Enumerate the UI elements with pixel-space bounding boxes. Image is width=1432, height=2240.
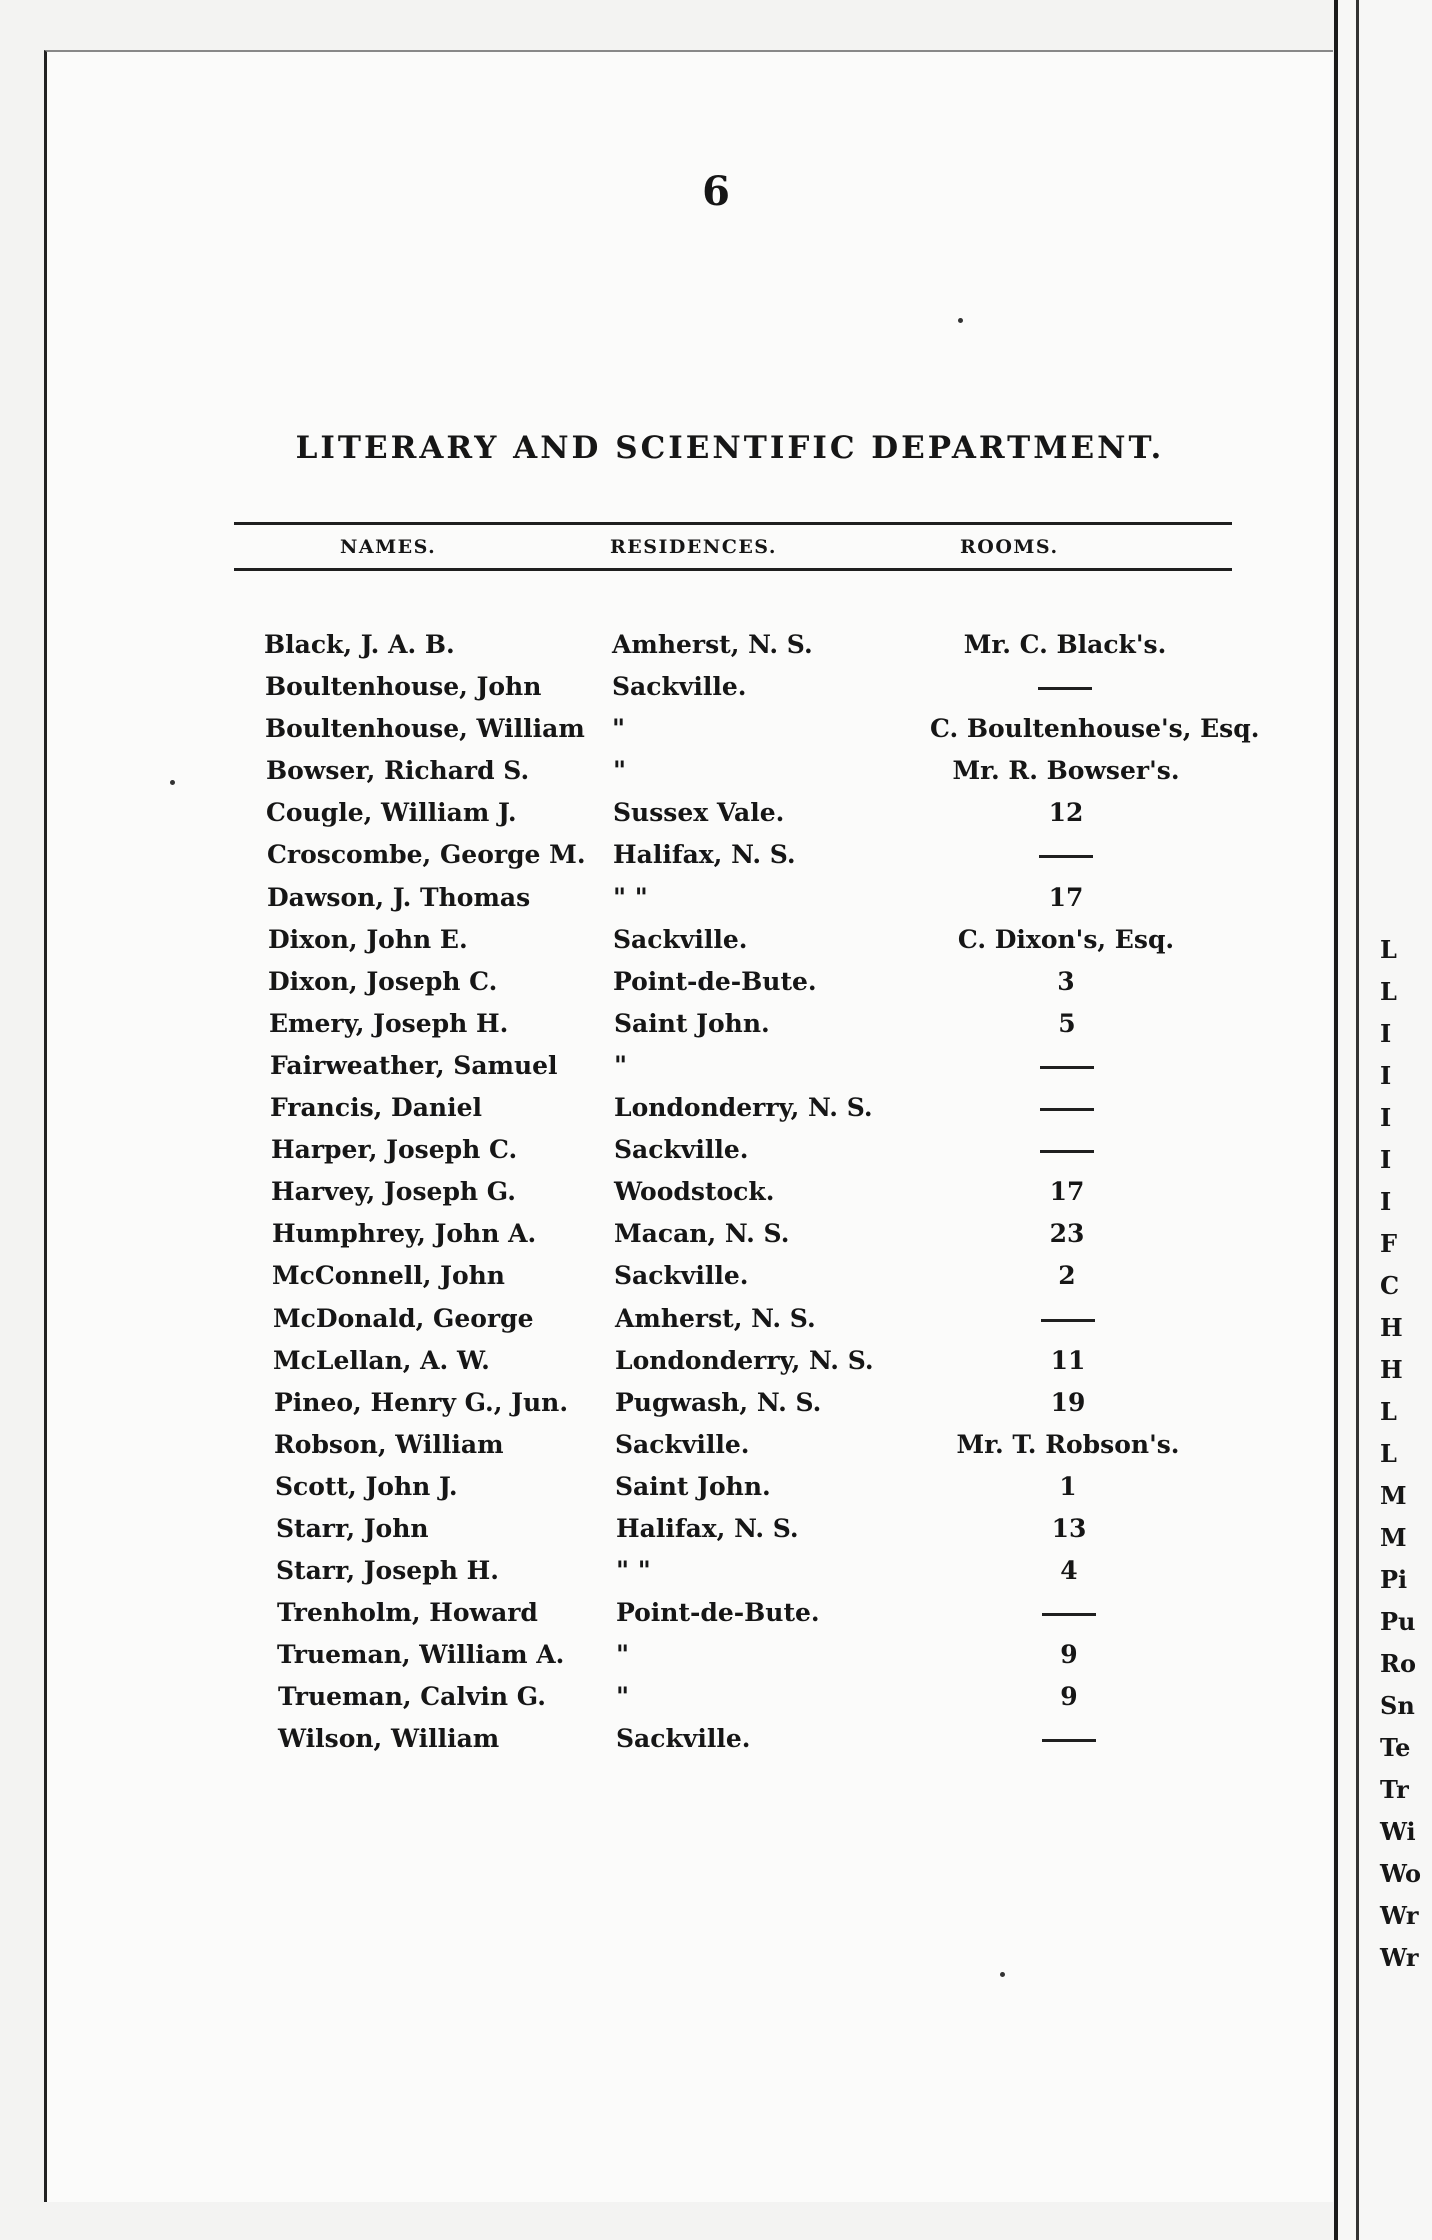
student-name: Trueman, William A. xyxy=(277,1640,565,1670)
student-residence: Macan, N. S. xyxy=(614,1219,790,1249)
student-room xyxy=(932,1135,1202,1164)
student-room xyxy=(933,1304,1203,1333)
facing-page-letter: F xyxy=(1380,1229,1398,1258)
page-number: 6 xyxy=(702,168,730,215)
table-row xyxy=(0,1514,1432,1556)
dash-mark xyxy=(1039,855,1093,858)
facing-page-letter: Wr xyxy=(1380,1901,1419,1930)
student-residence: Point-de-Bute. xyxy=(616,1598,820,1628)
student-residence: Sackville. xyxy=(612,672,747,702)
table-row xyxy=(0,1640,1432,1682)
student-room: 13 xyxy=(1051,1513,1087,1543)
student-residence: Sackville. xyxy=(614,1261,749,1291)
facing-page-letter: Te xyxy=(1380,1733,1411,1762)
student-residence: Halifax, N. S. xyxy=(613,840,796,870)
dash-mark xyxy=(1041,1319,1095,1322)
table-row xyxy=(0,1346,1432,1388)
student-name: Dixon, John E. xyxy=(268,924,468,954)
dash-mark xyxy=(1040,1066,1094,1069)
student-residence: Londonderry, N. S. xyxy=(615,1345,874,1375)
table-row xyxy=(0,1261,1432,1303)
student-room: Mr. C. Black's. xyxy=(963,630,1167,659)
student-room: 17 xyxy=(1049,1177,1085,1207)
student-room: 2 xyxy=(1058,1261,1076,1291)
student-name: Trenholm, Howard xyxy=(277,1598,538,1628)
student-room: 11 xyxy=(1050,1345,1086,1375)
student-name: Wilson, William xyxy=(278,1724,500,1754)
student-residence: Sussex Vale. xyxy=(613,798,785,828)
student-room xyxy=(932,1093,1202,1122)
column-header-rooms: ROOMS. xyxy=(960,536,1059,558)
facing-page-letter: I xyxy=(1380,1187,1392,1216)
student-room: 5 xyxy=(1058,1008,1076,1038)
column-header-residences: RESIDENCES. xyxy=(610,536,777,558)
section-title: LITERARY AND SCIENTIFIC DEPARTMENT. xyxy=(295,430,1165,466)
student-name: Dixon, Joseph C. xyxy=(268,966,498,996)
table-row xyxy=(0,798,1432,840)
student-room: 1 xyxy=(1059,1471,1077,1501)
ink-speck xyxy=(1000,1972,1005,1977)
facing-page-letter: L xyxy=(1380,1439,1397,1468)
student-name: Harvey, Joseph G. xyxy=(271,1177,516,1207)
table-row xyxy=(0,1724,1432,1766)
table-row xyxy=(0,967,1432,1009)
student-residence: " xyxy=(613,756,627,786)
student-list xyxy=(0,630,1432,1767)
student-name: McDonald, George xyxy=(273,1303,534,1333)
student-room xyxy=(934,1598,1204,1627)
student-name: Emery, Joseph H. xyxy=(269,1008,509,1038)
student-residence: " xyxy=(614,1050,628,1080)
facing-page-letter: I xyxy=(1380,1061,1392,1090)
student-name: Humphrey, John A. xyxy=(272,1219,537,1249)
ink-speck xyxy=(958,318,963,323)
student-residence: Sackville. xyxy=(614,1135,749,1165)
student-residence: Halifax, N. S. xyxy=(616,1513,799,1543)
table-row xyxy=(0,925,1432,967)
student-name: Harper, Joseph C. xyxy=(271,1135,518,1165)
student-room: 23 xyxy=(1049,1219,1085,1249)
table-row xyxy=(0,840,1432,882)
facing-page-letter: H xyxy=(1380,1355,1403,1384)
table-row xyxy=(0,1051,1432,1093)
facing-page-letter: I xyxy=(1380,1145,1392,1174)
dash-mark xyxy=(1038,687,1092,690)
student-name: Fairweather, Samuel xyxy=(270,1050,558,1080)
table-row xyxy=(0,1472,1432,1514)
student-residence: Amherst, N. S. xyxy=(615,1303,816,1333)
student-name: Starr, John xyxy=(276,1513,429,1543)
student-room xyxy=(932,1051,1202,1080)
student-name: Francis, Daniel xyxy=(270,1093,483,1123)
table-row xyxy=(0,883,1432,925)
student-room: Mr. R. Bowser's. xyxy=(952,756,1180,786)
student-room: 3 xyxy=(1057,966,1075,996)
facing-page-letter: Wi xyxy=(1380,1817,1416,1846)
student-residence: Sackville. xyxy=(615,1429,750,1459)
facing-page-letter: Wo xyxy=(1380,1859,1422,1888)
student-room: 19 xyxy=(1050,1387,1086,1417)
student-name: Black, J. A. B. xyxy=(264,630,455,659)
facing-page-letter: Sn xyxy=(1380,1691,1415,1720)
table-row xyxy=(0,1430,1432,1472)
table-row xyxy=(0,1009,1432,1051)
student-residence: Sackville. xyxy=(613,924,748,954)
table-row xyxy=(0,1682,1432,1724)
student-residence: Amherst, N. S. xyxy=(612,630,813,659)
facing-page-letter: Wr xyxy=(1380,1943,1419,1972)
student-name: McLellan, A. W. xyxy=(273,1345,490,1375)
student-residence: " " xyxy=(613,882,648,912)
facing-page-letter: L xyxy=(1380,977,1397,1006)
student-residence: Point-de-Bute. xyxy=(613,966,817,996)
student-room: 9 xyxy=(1060,1640,1078,1670)
student-room: Mr. T. Robson's. xyxy=(956,1429,1180,1459)
student-name: Dawson, J. Thomas xyxy=(267,882,531,912)
student-name: Boultenhouse, John xyxy=(265,672,542,702)
table-row xyxy=(0,672,1432,714)
dash-mark xyxy=(1042,1613,1096,1616)
student-name: Trueman, Calvin G. xyxy=(278,1682,546,1712)
student-name: Bowser, Richard S. xyxy=(266,756,530,786)
header-rule-top xyxy=(234,522,1232,525)
student-residence: " " xyxy=(616,1556,651,1586)
table-row xyxy=(0,630,1432,672)
student-room: C. Dixon's, Esq. xyxy=(957,924,1175,954)
table-row xyxy=(0,1598,1432,1640)
table-row xyxy=(0,1304,1432,1346)
table-row xyxy=(0,1388,1432,1430)
student-residence: Woodstock. xyxy=(614,1177,775,1207)
table-row xyxy=(0,756,1432,798)
student-residence: Sackville. xyxy=(616,1724,751,1754)
student-name: Robson, William xyxy=(274,1429,504,1459)
student-residence: " xyxy=(616,1682,630,1712)
table-row xyxy=(0,1135,1432,1177)
student-residence: Saint John. xyxy=(615,1471,771,1501)
student-residence: Pugwash, N. S. xyxy=(615,1387,822,1417)
facing-page-letter: L xyxy=(1380,1397,1397,1426)
ink-speck xyxy=(170,780,175,785)
facing-page-letter: Ro xyxy=(1380,1649,1416,1678)
student-name: McConnell, John xyxy=(272,1261,505,1291)
table-row xyxy=(0,1219,1432,1261)
table-row xyxy=(0,1093,1432,1135)
student-room: 17 xyxy=(1048,882,1084,912)
student-residence: " xyxy=(616,1640,630,1670)
student-room: 12 xyxy=(1048,798,1084,828)
table-row xyxy=(0,1556,1432,1598)
student-name: Pineo, Henry G., Jun. xyxy=(274,1387,569,1417)
facing-page-letter: Pi xyxy=(1380,1565,1408,1594)
student-residence: Saint John. xyxy=(614,1008,770,1038)
student-name: Cougle, William J. xyxy=(266,798,517,828)
student-name: Croscombe, George M. xyxy=(267,840,586,870)
table-row xyxy=(0,714,1432,756)
facing-page-letter: I xyxy=(1380,1019,1392,1048)
dash-mark xyxy=(1040,1108,1094,1111)
student-name: Boultenhouse, William xyxy=(265,714,585,744)
facing-page-letter: C xyxy=(1380,1271,1400,1300)
student-name: Starr, Joseph H. xyxy=(276,1556,499,1586)
dash-mark xyxy=(1042,1739,1096,1742)
facing-page-letter: M xyxy=(1380,1523,1407,1552)
student-name: Scott, John J. xyxy=(275,1471,458,1501)
dash-mark xyxy=(1040,1150,1094,1153)
student-room: C. Boultenhouse's, Esq. xyxy=(930,714,1260,744)
facing-page-letter: Pu xyxy=(1380,1607,1416,1636)
student-room: 4 xyxy=(1060,1556,1078,1586)
facing-page-letter: H xyxy=(1380,1313,1403,1342)
facing-page-letter: M xyxy=(1380,1481,1407,1510)
student-residence: " xyxy=(612,714,626,744)
facing-page-letter: Tr xyxy=(1380,1775,1409,1804)
student-room xyxy=(930,672,1200,701)
student-room xyxy=(934,1724,1204,1753)
facing-page-letter: L xyxy=(1380,935,1397,964)
column-header-names: NAMES. xyxy=(340,536,437,558)
facing-page-letter: I xyxy=(1380,1103,1392,1132)
student-room xyxy=(931,840,1201,869)
student-room: 9 xyxy=(1060,1682,1078,1712)
student-residence: Londonderry, N. S. xyxy=(614,1093,873,1123)
header-rule-bottom xyxy=(234,568,1232,571)
table-row xyxy=(0,1177,1432,1219)
